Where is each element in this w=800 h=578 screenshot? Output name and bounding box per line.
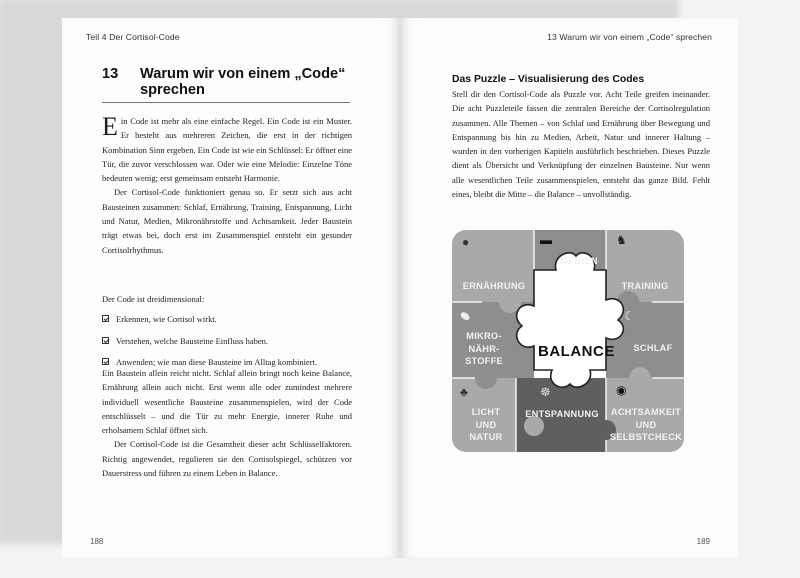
label-ernaehrung: ERNÄHRUNG bbox=[462, 281, 526, 291]
meditation-icon: ☸ bbox=[540, 385, 551, 399]
chapter-title: Warum wir von einem „Code“ sprechen bbox=[140, 66, 346, 98]
label-licht-line1: LICHT bbox=[471, 407, 501, 417]
checkbox-icon bbox=[102, 315, 109, 322]
dimension-list bbox=[102, 292, 352, 376]
drop-cap: E bbox=[102, 112, 118, 141]
list-item-text: Anwenden; wie man diese Bausteine im Alltag kombiniert. bbox=[116, 356, 318, 367]
laptop-icon: ▬ bbox=[540, 233, 552, 247]
list-item-text: Erkennen, wie Cortisol wirkt. bbox=[116, 314, 217, 325]
puzzle-figure bbox=[452, 230, 684, 452]
label-mikro-line2: NÄHR- bbox=[468, 343, 500, 354]
label-achtsamkeit bbox=[608, 406, 684, 444]
chapter-number: 13 bbox=[102, 66, 119, 82]
label-achtsamkeit-line2: UND bbox=[635, 419, 657, 430]
running-head-right: 13 Warum wir von einem „Code“ sprechen bbox=[547, 32, 712, 42]
chapter-rule bbox=[102, 102, 350, 103]
paragraph-3: Ein Baustein allein reicht nicht. Schlaf allein bringt noch keine Balance, Ernährung allein auch nicht. Erst wenn alle oder zumindest mehrere individuell wesentliche Bausteine zusammenspielen, wird der Code entschlüsselt – und die Tür zu mehr Energie, innerer Ruhe und erholsamem Schlaf öffnet sich. bbox=[102, 368, 352, 436]
label-achtsamkeit-line1: ACHTSAMKEIT bbox=[610, 407, 682, 417]
list-item bbox=[102, 334, 352, 348]
body-text-bottom bbox=[102, 366, 352, 480]
section-paragraph: Stell dir den Cortisol-Code als Puzzle vor. Acht Teile greifen ineinander. Die acht Puzzleteile fassen die zentralen Bereiche der Cortisolregulation zusammen. Alle Themen – von Schlaf und Ernährung über Bewegung und Entspannung bis hin zu Medien, Arbeit, Natur und innerer Haltung – wurden in den vorherigen Kapiteln ausführlich beschrieben. Dieses Puzzle dient als Übersicht und Verknüpfung der einzelnen Bausteine. Nur wenn alle wesentlichen Teile zusammenspielen, entsteht das ganze Bild. Fehlt eines, bleibt die Mitte – die Balance – unvollständig. bbox=[452, 89, 710, 200]
left-page bbox=[62, 18, 400, 558]
paragraph-1-text: in Code ist mehr als eine einfache Regel. Ein Code ist ein Muster. Er besteht aus mehreren Zeichen, die erst in der richtigen Kombination Sinn ergeben. Ein Code ist wie ein Schlüssel: Er öffnet eine Tür, die zuvor verschlossen war. Oder wie eine Melodie: Einzelne Töne bedeuten wenig; erst gemeinsam entsteht Harmonie. bbox=[102, 116, 352, 184]
list-item-text: Verstehen, welche Bausteine Einfluss haben. bbox=[116, 335, 269, 346]
list-intro: Der Code ist dreidimensional: bbox=[102, 294, 205, 304]
running-head-left: Teil 4 Der Cortisol-Code bbox=[86, 32, 180, 42]
eye-icon: ◉ bbox=[616, 383, 627, 397]
book-spread bbox=[62, 18, 738, 558]
capsule-icon: ⬬ bbox=[456, 307, 474, 325]
label-licht-line2: UND bbox=[475, 419, 497, 430]
paragraph-4: Der Cortisol-Code ist die Gesamtheit dieser acht Schlüsselfaktoren. Richtig angewendet, regulieren sie den Cortisolspiegel, schützen vor Dauerstress und führen zu einem Leben in Balance. bbox=[102, 439, 352, 479]
checkbox-icon bbox=[102, 358, 109, 365]
page-number-left: 188 bbox=[90, 537, 104, 546]
label-medien: MEDIEN bbox=[560, 256, 598, 266]
label-training: TRAINING bbox=[621, 281, 669, 291]
paragraph-1 bbox=[102, 114, 352, 185]
paragraph-2: Der Cortisol-Code funktioniert genau so. Er setzt sich aus acht Bausteinen zusammen: Schlaf, Ernährung, Training, Entspannung, Licht und Natur, Medien, Mikronährstoffe und Achtsamkeit. Jeder Baustein trägt etwas bei, doch erst im Zusammenspiel entsteht ein gesunder Cortisolrhythmus. bbox=[102, 187, 352, 255]
page-number-right: 189 bbox=[696, 537, 710, 546]
label-achtsamkeit-line3: SELBSTCHECK bbox=[609, 432, 683, 442]
moon-icon: ☾ bbox=[624, 309, 635, 323]
body-text-top bbox=[102, 114, 352, 257]
apple-icon: ● bbox=[462, 235, 470, 249]
tree-icon: ♣ bbox=[460, 385, 468, 399]
right-page bbox=[400, 18, 738, 558]
label-entspannung: ENTSPANNUNG bbox=[525, 409, 599, 419]
label-mikro bbox=[458, 330, 510, 368]
label-licht bbox=[460, 406, 512, 444]
section-heading: Das Puzzle – Visualisierung des Codes bbox=[452, 74, 645, 85]
label-mikro-line1: MIKRO- bbox=[466, 331, 502, 341]
list-item bbox=[102, 312, 352, 326]
checkbox-icon bbox=[102, 337, 109, 344]
right-body bbox=[452, 73, 710, 201]
label-licht-line3: NATUR bbox=[469, 432, 503, 442]
label-schlaf: SCHLAF bbox=[633, 343, 673, 353]
label-balance: BALANCE bbox=[538, 343, 615, 360]
runner-icon: ♞ bbox=[616, 233, 627, 247]
label-mikro-line3: STOFFE bbox=[465, 356, 503, 366]
